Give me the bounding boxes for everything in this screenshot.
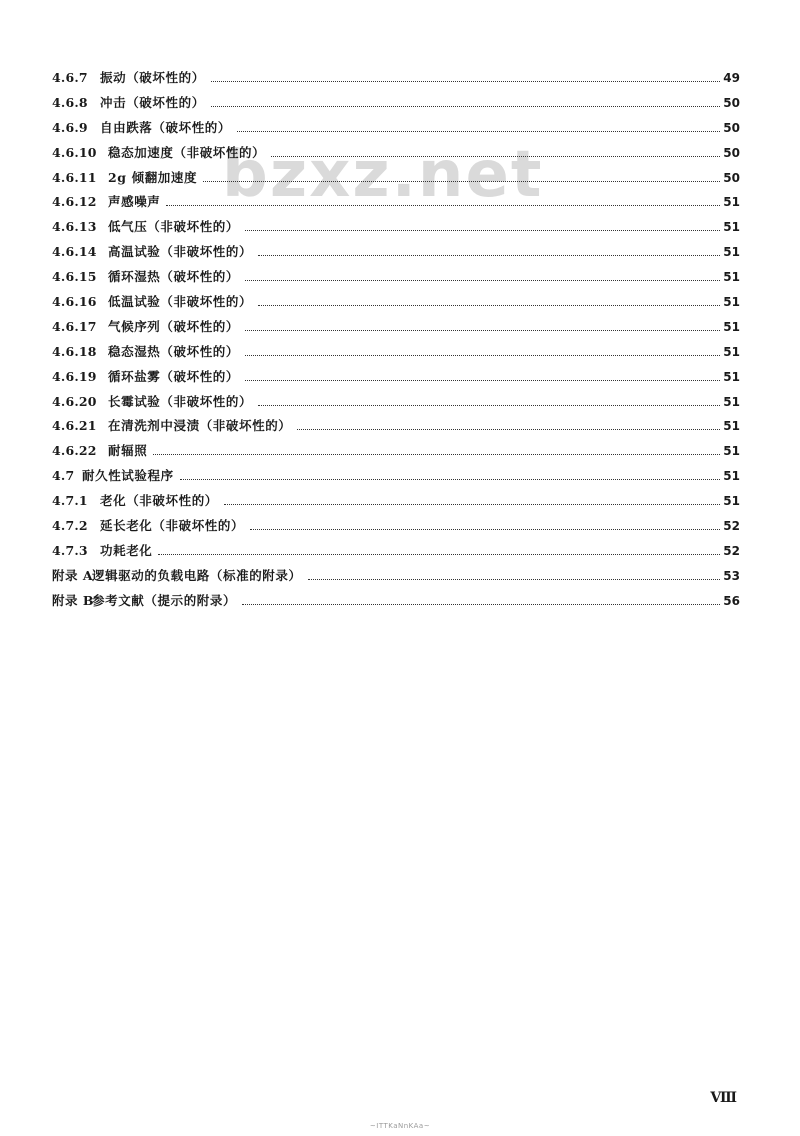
toc-entry-page: 52	[723, 519, 740, 534]
toc-entry-title: 高温试验（非破坏性的）	[108, 244, 253, 260]
dot-leader	[211, 105, 720, 107]
toc-entry[interactable]	[52, 265, 740, 290]
footer-mark: ~ITTKaNnKAa~	[369, 1122, 431, 1130]
dot-leader	[211, 80, 720, 82]
toc-entry-page: 51	[723, 394, 740, 409]
toc-entry-page: 51	[723, 469, 740, 484]
toc-entry-number: 4.6.18	[52, 343, 97, 359]
toc-entry-title: 功耗老化	[100, 542, 153, 558]
page-number: Ⅷ	[710, 1090, 738, 1106]
toc-entry-page: 51	[723, 419, 740, 434]
dot-leader	[245, 229, 720, 231]
toc-entry[interactable]	[52, 240, 740, 265]
toc-entry-number: 附录 B	[52, 592, 94, 608]
toc-entry-title: 在清洗剂中浸渍（非破坏性的）	[108, 418, 292, 434]
toc-entry-number: 4.6.11	[52, 169, 97, 185]
toc-entry-page: 51	[723, 369, 740, 384]
toc-entry-page: 56	[723, 593, 740, 608]
dot-leader	[297, 428, 720, 430]
toc-entry-number: 4.6.13	[52, 219, 97, 235]
toc-entry-title: 声感噪声	[108, 194, 161, 210]
toc-entry-appendix[interactable]	[52, 564, 740, 589]
toc-entry-page: 51	[723, 270, 740, 285]
toc-entry-title: 逻辑驱动的负载电路（标准的附录）	[92, 567, 302, 583]
toc-entry-title: 长霉试验（非破坏性的）	[108, 393, 253, 409]
toc-entry[interactable]	[52, 116, 740, 141]
toc-entry[interactable]	[52, 215, 740, 240]
dot-leader	[180, 478, 720, 480]
toc-entry-page: 52	[723, 543, 740, 558]
toc-entry-title: 冲击（破坏性的）	[100, 94, 205, 110]
watermark: bzxz.net	[222, 138, 544, 212]
toc-entry-page: 51	[723, 344, 740, 359]
toc-entry-number: 4.7.2	[52, 518, 88, 534]
toc-entry-number: 4.6.20	[52, 393, 97, 409]
toc-entry[interactable]	[52, 390, 740, 415]
toc-entry-number: 4.6.19	[52, 368, 97, 384]
dot-leader	[245, 354, 720, 356]
dot-leader	[158, 553, 720, 555]
toc-entry[interactable]	[52, 340, 740, 365]
toc-entry-title: 循环盐雾（破坏性的）	[108, 368, 240, 384]
toc-entry-title: 自由跌落（破坏性的）	[100, 119, 232, 135]
toc-entry-page: 51	[723, 195, 740, 210]
toc-entry-number: 4.6.15	[52, 269, 97, 285]
toc-entry-title: 循环湿热（破坏性的）	[108, 269, 240, 285]
toc-entry[interactable]	[52, 514, 740, 539]
toc-entry-page: 51	[723, 319, 740, 334]
toc-entry[interactable]	[52, 66, 740, 91]
toc-entry-title: 稳态加速度（非破坏性的）	[108, 144, 266, 160]
toc-entry-page: 50	[723, 170, 740, 185]
toc-entry-number: 4.7	[52, 468, 75, 484]
toc-entry-number: 4.6.16	[52, 294, 97, 310]
dot-leader	[250, 528, 720, 530]
toc-entry-number: 4.6.8	[52, 94, 88, 110]
dot-leader	[245, 329, 720, 331]
toc-entry[interactable]	[52, 489, 740, 514]
toc-entry-number: 4.7.1	[52, 493, 88, 509]
toc-entry-title: 气候序列（破坏性的）	[108, 318, 240, 334]
dot-leader	[224, 503, 720, 505]
toc-entry-page: 51	[723, 444, 740, 459]
dot-leader	[308, 578, 720, 580]
toc-entry-number: 4.6.7	[52, 70, 88, 85]
toc-entry-number: 4.6.12	[52, 194, 97, 210]
toc-entry[interactable]	[52, 414, 740, 439]
toc-entry-title: 2g 倾翻加速度	[108, 169, 198, 185]
toc-entry-page: 50	[723, 95, 740, 110]
dot-leader	[271, 155, 720, 157]
toc-entry[interactable]	[52, 539, 740, 564]
toc-entry[interactable]	[52, 141, 740, 166]
toc-entry-page: 49	[723, 71, 740, 85]
toc-entry[interactable]	[52, 464, 740, 489]
dot-leader	[242, 603, 720, 605]
toc-entry-page: 51	[723, 494, 740, 509]
toc-entry-page: 51	[723, 245, 740, 260]
toc-entry-page: 50	[723, 145, 740, 160]
toc-entry-number: 4.6.17	[52, 318, 97, 334]
toc-entry-number: 4.6.14	[52, 244, 97, 260]
dot-leader	[245, 279, 720, 281]
toc-entry[interactable]	[52, 439, 740, 464]
toc-entry[interactable]	[52, 290, 740, 315]
toc-entry[interactable]	[52, 166, 740, 191]
toc-entry-title: 老化（非破坏性的）	[100, 493, 218, 509]
toc-entry-number: 4.6.21	[52, 418, 97, 434]
dot-leader	[258, 254, 720, 256]
toc-entry-page: 53	[723, 568, 740, 583]
toc-entry[interactable]	[52, 91, 740, 116]
toc-entry-title: 耐辐照	[108, 443, 148, 459]
toc-entry-number: 4.6.10	[52, 144, 97, 160]
table-of-contents	[52, 66, 740, 614]
toc-entry-number: 附录 A	[52, 567, 94, 583]
toc-entry-title: 稳态湿热（破坏性的）	[108, 343, 240, 359]
toc-entry-title: 低气压（非破坏性的）	[108, 219, 240, 235]
dot-leader	[258, 404, 720, 406]
toc-entry-title: 耐久性试验程序	[82, 468, 174, 484]
toc-entry-page: 50	[723, 120, 740, 135]
toc-entry-appendix[interactable]	[52, 589, 740, 614]
toc-entry[interactable]	[52, 190, 740, 215]
toc-entry-page: 51	[723, 295, 740, 310]
toc-entry-number: 4.7.3	[52, 542, 88, 558]
toc-entry-title: 参考文献（提示的附录）	[92, 592, 237, 608]
toc-entry-title: 振动（破坏性的）	[100, 70, 205, 85]
toc-entry-title: 延长老化（非破坏性的）	[100, 518, 245, 534]
toc-entry-title: 低温试验（非破坏性的）	[108, 294, 253, 310]
dot-leader	[258, 304, 720, 306]
dot-leader	[237, 130, 720, 132]
toc-entry-page: 51	[723, 220, 740, 235]
toc-entry-number: 4.6.22	[52, 443, 97, 459]
toc-entry[interactable]	[52, 315, 740, 340]
toc-entry-number: 4.6.9	[52, 119, 88, 135]
dot-leader	[245, 379, 720, 381]
dot-leader	[203, 180, 720, 182]
dot-leader	[166, 204, 720, 206]
dot-leader	[153, 453, 720, 455]
toc-entry[interactable]	[52, 365, 740, 390]
